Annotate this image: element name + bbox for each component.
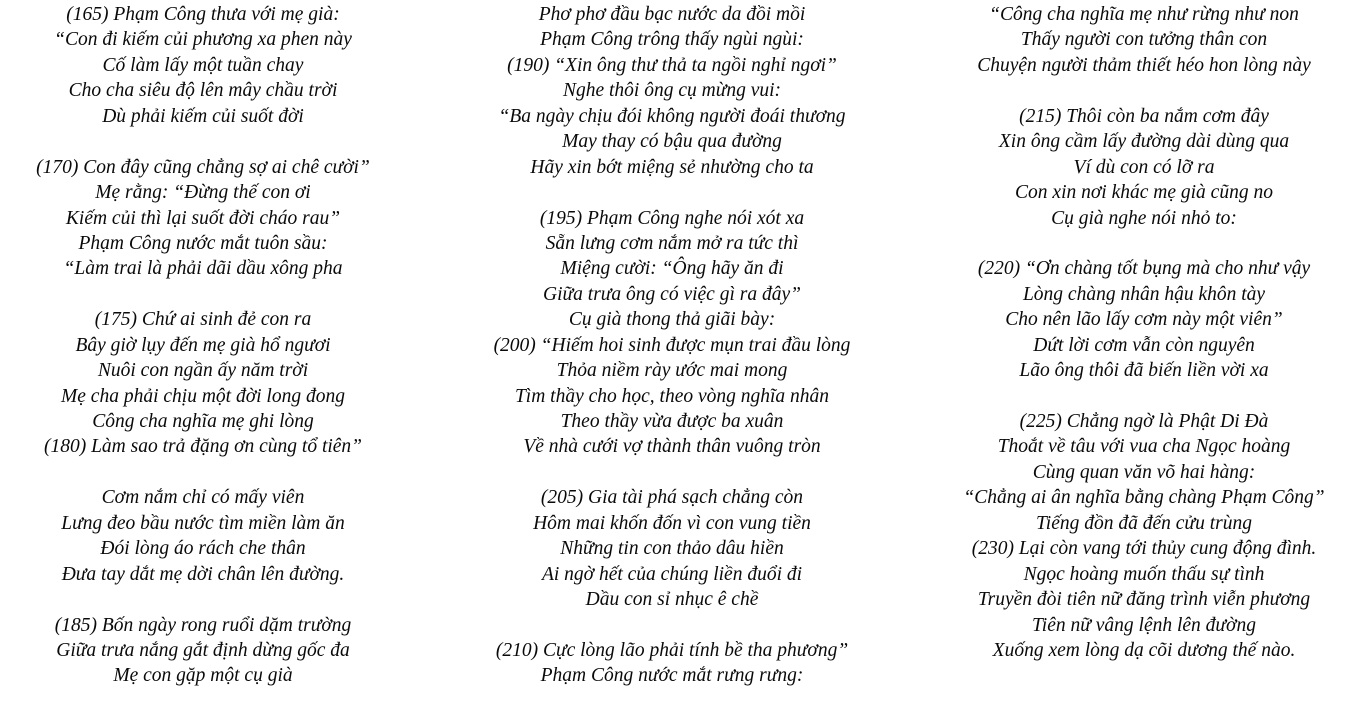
stanza-gap [3,129,403,154]
poem-line: Cụ già nghe nói nhỏ to: [1051,207,1237,229]
poem-line: “Con đi kiếm củi phương xa phen này [54,29,352,51]
stanza-gap [944,231,1344,256]
poem-line: Nghe thôi ông cụ mừng vui: [562,80,782,102]
stanza-gap [3,282,403,307]
poem-line: Thoắt về tâu với vua cha Ngọc hoàng [997,436,1291,458]
poem-line: Phạm Công trông thấy ngùi ngùi: [540,29,804,51]
poem-line: Thỏa niềm rày ước mai mong [556,360,788,382]
poem-line: Thấy người con tưởng thân con [1020,29,1268,51]
poem-line: (200) “Hiếm hoi sinh được mụn trai đầu lòng [493,334,851,356]
poem-line: “Ba ngày chịu đói không người đoái thương [498,105,846,127]
poem-line: Ví dù con có lỡ ra [1073,156,1215,178]
poem-line: (180) Làm sao trả đặng ơn cùng tổ tiên” [43,436,363,458]
poem-line: Tiên nữ vâng lệnh lên đường [1032,614,1256,636]
poem-line: Xuống xem lòng dạ cõi dương thế nào. [992,639,1296,661]
poem-line: Giữa trưa nắng gắt định dừng gốc đa [56,639,350,661]
poem-line: Cùng quan văn võ hai hàng: [1032,461,1256,483]
poem-line: Hôm mai khốn đốn vì con vung tiền [533,512,811,534]
poem-line: May thay có bậu qua đường [562,131,782,153]
poem-line: Tiếng đồn đã đến cửu trùng [1036,512,1252,534]
poem-line: Lòng chàng nhân hậu khôn tày [1022,283,1266,305]
stanza-gap [472,460,872,485]
poem-line: Nuôi con ngần ấy năm trời [97,360,309,382]
poem-column-2 [472,2,872,689]
poem-column-3 [944,2,1344,663]
poem-line: “Làm trai là phải dãi dầu xông pha [63,258,343,280]
stanza-gap [3,587,403,612]
poem-line: (170) Con đây cũng chẳng sợ ai chê cười” [36,156,370,178]
poem-line: Mẹ rằng: “Đừng thế con ơi [95,182,311,204]
poem-line: (230) Lại còn vang tới thủy cung động đình. [971,538,1317,560]
poem-line: Cho nên lão lấy cơm này một viên” [1005,309,1283,331]
stanza-gap [944,78,1344,103]
poem-line: Cố làm lấy một tuần chay [102,54,304,76]
poem-line: Công cha nghĩa mẹ ghi lòng [92,411,314,432]
poem-line: Phạm Công nước mắt rưng rưng: [540,665,804,687]
stanza-gap [472,180,872,205]
stanza-gap [944,384,1344,409]
poem-line: Mẹ con gặp một cụ già [113,665,293,687]
poem-line: (175) Chứ ai sinh đẻ con ra [94,309,312,331]
poem-line: Ngọc hoàng muốn thấu sự tình [1023,563,1265,585]
poem-line: (215) Thôi còn ba nắm cơm đây [1019,105,1269,127]
stanza-gap [472,613,872,638]
poem-line: (205) Gia tài phá sạch chẳng còn [540,487,804,509]
poem-line: Lão ông thôi đã biến liền vời xa [1019,360,1269,382]
poem-line: Bây giờ lụy đến mẹ già hổ ngươi [75,334,331,356]
poem-line: Hãy xin bớt miệng sẻ nhường cho ta [530,156,814,178]
poem-line: Những tin con thảo dâu hiền [560,538,784,560]
poem-line: Kiếm củi thì lại suốt đời cháo rau” [65,207,341,229]
poem-column-1 [3,2,403,689]
poem-line: Dứt lời cơm vẫn còn nguyên [1033,334,1255,356]
poem-line: Phơ phơ đầu bạc nước da đồi mồi [538,4,806,25]
poem-line: Về nhà cưới vợ thành thân vuông tròn [523,436,821,458]
poem-line: (220) “Ơn chàng tốt bụng mà cho như vậy [977,258,1311,280]
poem-line: Theo thầy vừa được ba xuân [560,411,784,432]
poem-line: (195) Phạm Công nghe nói xót xa [539,207,805,229]
poem-line: “Công cha nghĩa mẹ như rừng như non [989,4,1299,25]
poem-line: Con xin nơi khác mẹ già cũng no [1015,182,1273,204]
poem-line: Lưng đeo bầu nước tìm miền làm ăn [61,512,345,534]
poem-line: Dù phải kiếm củi suốt đời [102,105,304,127]
poem-line: Chuyện người thảm thiết héo hon lòng này [977,54,1311,76]
poem-line: (165) Phạm Công thưa với mẹ già: [66,4,340,25]
poem-line: Ai ngờ hết của chúng liền đuổi đi [541,563,803,585]
poem-line: Tìm thầy cho học, theo vòng nghĩa nhân [514,385,830,407]
poem-line: (185) Bốn ngày rong ruổi dặm trường [54,614,352,636]
poem-line: Giữa trưa ông có việc gì ra đây” [543,283,801,305]
poem-line: Cơm nắm chỉ có mấy viên [101,487,305,509]
poem-line: (210) Cực lòng lão phải tính bề tha phương” [495,639,849,661]
poem-line: Xin ông cầm lấy đường dài dùng qua [998,131,1290,153]
poem-line: (225) Chẳng ngờ là Phật Di Đà [1019,411,1269,432]
poem-line: Đói lòng áo rách che thân [100,538,306,560]
poem-line: “Chẳng ai ân nghĩa bằng chàng Phạm Công” [963,487,1325,509]
poem-line: Cho cha siêu độ lên mây chầu trời [68,80,338,102]
poem-line: Truyền đòi tiên nữ đăng trình viễn phương [977,589,1311,611]
poem-line: Phạm Công nước mắt tuôn sầu: [78,232,328,254]
poem-line: Sẵn lưng cơm nắm mở ra tức thì [545,232,799,254]
poem-line: Miệng cười: “Ông hãy ăn đi [560,258,784,280]
poem-line: Cụ già thong thả giãi bày: [568,309,776,331]
stanza-gap [3,460,403,485]
poem-line: (190) “Xin ông thư thả ta ngồi nghỉ ngơi” [507,54,837,76]
poem-line: Mẹ cha phải chịu một đời long đong [61,385,345,407]
poem-line: Dầu con sỉ nhục ê chề [585,589,759,611]
poem-line: Đưa tay dắt mẹ dời chân lên đường. [61,563,345,585]
